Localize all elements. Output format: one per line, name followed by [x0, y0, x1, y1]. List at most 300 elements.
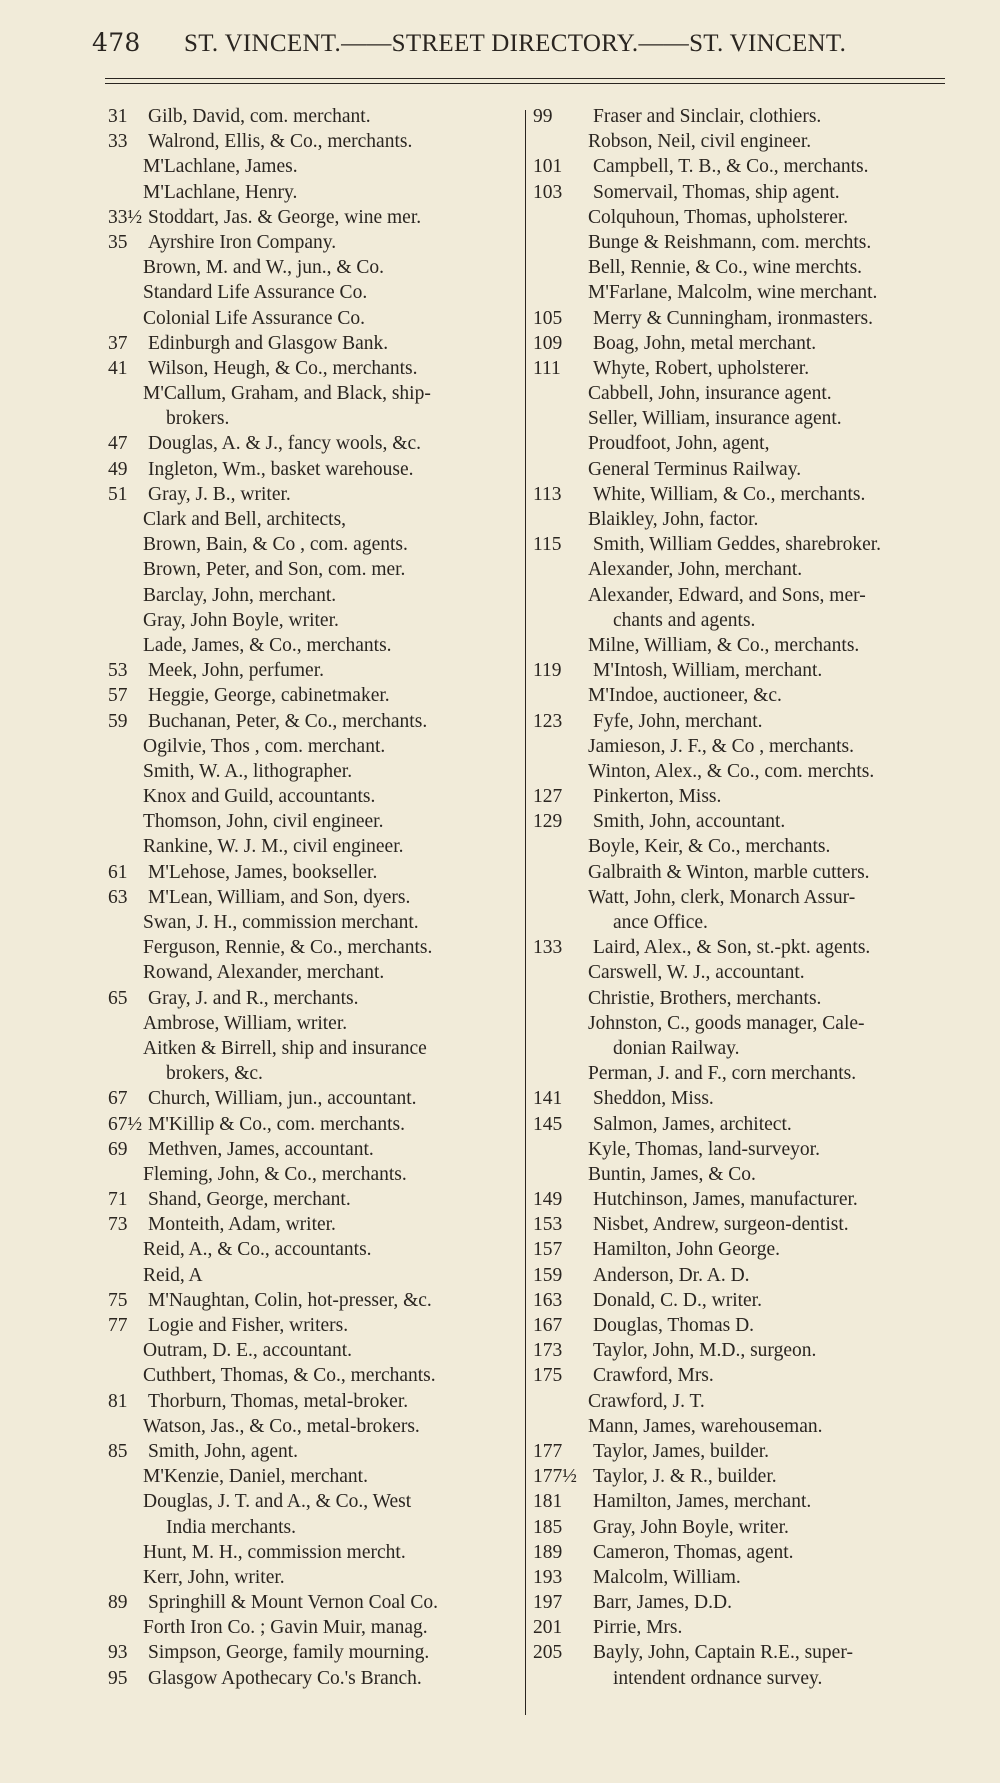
occupant-name: M'Lehose, James, bookseller.: [148, 861, 378, 883]
occupant-name: Malcolm, William.: [593, 1566, 741, 1588]
directory-entry: [108, 306, 518, 331]
directory-entry: [108, 406, 518, 431]
header-rule-thin: [105, 83, 945, 84]
street-number: 47: [108, 433, 128, 455]
directory-entry: [108, 507, 518, 532]
page-header: [92, 28, 944, 68]
occupant-name: Taylor, John, M.D., surgeon.: [593, 1340, 817, 1362]
street-number: 167: [533, 1315, 563, 1336]
occupant-name: Smith, John, agent.: [148, 1440, 299, 1462]
occupant-name: M'Killip & Co., com. merchants.: [148, 1113, 405, 1135]
occupant-name: Smith, William Geddes, sharebroker.: [593, 534, 882, 556]
occupant-name: Gray, John Boyle, writer.: [593, 1516, 789, 1538]
occupant-name: brokers, &c.: [166, 1063, 263, 1085]
occupant-name: Hunt, M. H., commission mercht.: [143, 1541, 406, 1563]
occupant-name: Meek, John, perfumer.: [148, 660, 324, 682]
directory-entry: [533, 1615, 963, 1640]
directory-entry: [108, 1439, 518, 1464]
directory-entry: [108, 1414, 518, 1439]
directory-entry: [108, 1515, 518, 1540]
occupant-name: Ogilvie, Thos , com. merchant.: [143, 735, 386, 757]
occupant-name: Walrond, Ellis, & Co., merchants.: [148, 131, 413, 153]
directory-entry: [533, 658, 963, 683]
occupant-name: Standard Life Assurance Co.: [143, 282, 368, 304]
occupant-name: Douglas, J. T. and A., & Co., West: [143, 1491, 412, 1513]
occupant-name: Laird, Alex., & Son, st.-pkt. agents.: [593, 937, 871, 959]
occupant-name: Jamieson, J. F., & Co , merchants.: [588, 735, 855, 757]
directory-entry: [533, 1590, 963, 1615]
street-number: 177½: [533, 1466, 577, 1488]
occupant-name: Buchanan, Peter, & Co., merchants.: [148, 710, 428, 732]
directory-entry: [108, 331, 518, 356]
occupant-name: Hamilton, James, merchant.: [593, 1491, 812, 1513]
directory-entry: [108, 104, 518, 129]
directory-entry: [533, 1086, 963, 1111]
directory-entry: [108, 230, 518, 255]
directory-entry: [533, 1212, 963, 1237]
street-number: 175: [533, 1365, 563, 1387]
occupant-name: General Terminus Railway.: [588, 458, 802, 480]
directory-entry: [108, 255, 518, 280]
occupant-name: Edinburgh and Glasgow Bank.: [148, 332, 389, 354]
directory-entry: [533, 104, 963, 129]
occupant-name: Bell, Rennie, & Co., wine merchts.: [588, 257, 863, 279]
occupant-name: Kyle, Thomas, land-surveyor.: [588, 1138, 820, 1160]
occupant-name: Winton, Alex., & Co., com. merchts.: [588, 760, 875, 782]
street-number: 205: [533, 1642, 563, 1664]
directory-entry: [108, 683, 518, 708]
directory-entry: [533, 1263, 963, 1288]
directory-entry: [533, 1061, 963, 1086]
directory-entry: [533, 406, 963, 431]
occupant-name: Douglas, Thomas D.: [593, 1315, 755, 1336]
occupant-name: Barr, James, D.D.: [593, 1592, 732, 1614]
directory-entry: [533, 255, 963, 280]
street-number: 113: [533, 483, 562, 505]
directory-entry: [533, 1363, 963, 1388]
occupant-name: M'Lachlane, James.: [143, 156, 298, 178]
street-number: 109: [533, 332, 563, 354]
occupant-name: Bunge & Reishmann, com. merchts.: [588, 231, 872, 253]
occupant-name: M'Callum, Graham, and Black, ship-: [143, 383, 431, 405]
street-number: 185: [533, 1516, 563, 1538]
directory-entry: [108, 1263, 518, 1288]
directory-entry: [108, 1615, 518, 1640]
directory-entry: [108, 557, 518, 582]
running-head: ST. VINCENT.——STREET DIRECTORY.——ST. VINCENT.: [184, 30, 847, 57]
occupant-name: Gray, John Boyle, writer.: [143, 609, 339, 631]
street-number: 141: [533, 1088, 563, 1110]
street-number: 105: [533, 307, 563, 329]
occupant-name: Anderson, Dr. A. D.: [593, 1264, 750, 1286]
occupant-name: Springhill & Mount Vernon Coal Co.: [148, 1592, 438, 1614]
directory-entry: [533, 1640, 963, 1665]
directory-entry: [533, 431, 963, 456]
street-number: 81: [108, 1390, 128, 1412]
occupant-name: Wilson, Heugh, & Co., merchants.: [148, 357, 418, 379]
occupant-name: donian Railway.: [613, 1037, 740, 1059]
occupant-name: Taylor, J. & R., builder.: [593, 1466, 777, 1488]
street-number: 53: [108, 660, 128, 682]
occupant-name: Swan, J. H., commission merchant.: [143, 912, 419, 933]
occupant-name: Reid, A., & Co., accountants.: [143, 1239, 372, 1261]
directory-entry: [108, 608, 518, 633]
street-number: 59: [108, 710, 128, 732]
directory-entry: [108, 885, 518, 910]
directory-entry: [108, 532, 518, 557]
street-number: 93: [108, 1642, 128, 1664]
occupant-name: Proudfoot, John, agent,: [588, 433, 770, 455]
street-number: 95: [108, 1667, 128, 1689]
directory-entry: [533, 1112, 963, 1137]
directory-entry: [108, 1464, 518, 1489]
occupant-name: Monteith, Adam, writer.: [148, 1214, 336, 1236]
directory-entry: [108, 1313, 518, 1338]
occupant-name: Douglas, A. & J., fancy wools, &c.: [148, 433, 421, 455]
occupant-name: Merry & Cunningham, ironmasters.: [593, 307, 873, 329]
directory-entry: [108, 633, 518, 658]
directory-entry: [533, 834, 963, 859]
directory-entry: [108, 129, 518, 154]
occupant-name: Bayly, John, Captain R.E., super-: [593, 1642, 853, 1664]
directory-entry: [533, 180, 963, 205]
occupant-name: Forth Iron Co. ; Gavin Muir, manag.: [143, 1617, 428, 1639]
street-number: 129: [533, 811, 563, 833]
occupant-name: Ferguson, Rennie, & Co., merchants.: [143, 937, 433, 959]
directory-entry: [533, 809, 963, 834]
directory-entry: [533, 683, 963, 708]
street-number: 31: [108, 106, 128, 127]
directory-entry: [108, 960, 518, 985]
directory-entry: [533, 1489, 963, 1514]
occupant-name: Fraser and Sinclair, clothiers.: [593, 106, 822, 127]
street-number: 57: [108, 685, 128, 707]
occupant-name: Watson, Jas., & Co., metal-brokers.: [143, 1415, 420, 1437]
directory-entry: [533, 1313, 963, 1338]
occupant-name: Fyfe, John, merchant.: [593, 710, 763, 732]
directory-entry: [108, 457, 518, 482]
directory-entry: [533, 381, 963, 406]
occupant-name: Logie and Fisher, writers.: [148, 1315, 349, 1336]
directory-entry: [108, 1061, 518, 1086]
occupant-name: Boyle, Keir, & Co., merchants.: [588, 836, 831, 858]
occupant-name: Heggie, George, cabinetmaker.: [148, 685, 390, 707]
occupant-name: Smith, W. A., lithographer.: [143, 760, 353, 782]
directory-entry: [533, 230, 963, 255]
occupant-name: Whyte, Robert, upholsterer.: [593, 357, 810, 379]
street-number: 61: [108, 861, 128, 883]
occupant-name: Outram, D. E., accountant.: [143, 1340, 353, 1362]
directory-entry: [108, 1565, 518, 1590]
street-number: 33: [108, 131, 128, 153]
directory-entry: [533, 356, 963, 381]
directory-entry: [108, 1540, 518, 1565]
street-number: 41: [108, 357, 128, 379]
directory-entry: [108, 1187, 518, 1212]
directory-entry: [533, 1137, 963, 1162]
directory-entry: [533, 482, 963, 507]
occupant-name: Crawford, Mrs.: [593, 1365, 714, 1387]
street-number: 85: [108, 1440, 128, 1462]
directory-entry: [533, 784, 963, 809]
street-number: 37: [108, 332, 128, 354]
occupant-name: chants and agents.: [613, 609, 756, 631]
street-number: 67: [108, 1088, 128, 1110]
occupant-name: Glasgow Apothecary Co.'s Branch.: [148, 1667, 422, 1689]
directory-entry: [533, 960, 963, 985]
directory-entry: [108, 1086, 518, 1111]
street-number: 127: [533, 786, 563, 808]
directory-entry: [108, 1288, 518, 1313]
directory-entry: [108, 356, 518, 381]
occupant-name: M'Intosh, William, merchant.: [593, 660, 823, 682]
occupant-name: M'Farlane, Malcolm, wine merchant.: [588, 282, 878, 304]
directory-entry: [108, 709, 518, 734]
street-number: 73: [108, 1214, 128, 1236]
directory-entry: [533, 734, 963, 759]
directory-entry: [108, 180, 518, 205]
directory-entry: [533, 1338, 963, 1363]
street-number: 177: [533, 1440, 563, 1462]
occupant-name: brokers.: [166, 408, 230, 430]
directory-entry: [533, 935, 963, 960]
occupant-name: Mann, James, warehouseman.: [588, 1415, 823, 1437]
street-number: 51: [108, 483, 128, 505]
directory-entry: [108, 1112, 518, 1137]
occupant-name: Rankine, W. J. M., civil engineer.: [143, 836, 404, 858]
street-number: 115: [533, 534, 562, 556]
header-rule: [105, 78, 945, 79]
occupant-name: M'Naughtan, Colin, hot-presser, &c.: [148, 1289, 432, 1311]
directory-entry: [108, 860, 518, 885]
directory-entry: [533, 910, 963, 935]
street-number: 201: [533, 1617, 563, 1639]
directory-entry: [533, 1515, 963, 1540]
occupant-name: Perman, J. and F., corn merchants.: [588, 1063, 857, 1085]
occupant-name: Cameron, Thomas, agent.: [593, 1541, 794, 1563]
directory-entry: [108, 1590, 518, 1615]
directory-entry: [108, 1666, 518, 1691]
occupant-name: Rowand, Alexander, merchant.: [143, 962, 385, 984]
street-number: 145: [533, 1113, 563, 1135]
occupant-name: Donald, C. D., writer.: [593, 1289, 762, 1311]
street-number: 133: [533, 937, 563, 959]
occupant-name: Robson, Neil, civil engineer.: [588, 131, 812, 153]
occupant-name: Carswell, W. J., accountant.: [588, 962, 805, 984]
occupant-name: Nisbet, Andrew, surgeon-dentist.: [593, 1214, 849, 1236]
occupant-name: Colquhoun, Thomas, upholsterer.: [588, 206, 849, 228]
street-number: 65: [108, 987, 128, 1009]
occupant-name: Somervail, Thomas, ship agent.: [593, 181, 840, 203]
occupant-name: M'Indoe, auctioneer, &c.: [588, 685, 782, 707]
street-number: 49: [108, 458, 128, 480]
directory-entry: [108, 1162, 518, 1187]
occupant-name: Gray, J. and R., merchants.: [148, 987, 359, 1009]
occupant-name: Brown, Bain, & Co , com. agents.: [143, 534, 408, 556]
occupant-name: Alexander, Edward, and Sons, mer-: [588, 584, 866, 606]
directory-entry: [533, 1011, 963, 1036]
occupant-name: Hamilton, John George.: [593, 1239, 781, 1261]
occupant-name: Gilb, David, com. merchant.: [148, 106, 371, 127]
directory-entry: [533, 1187, 963, 1212]
street-number: 77: [108, 1315, 128, 1336]
street-number: 89: [108, 1592, 128, 1614]
directory-entry: [108, 759, 518, 784]
column-divider: [525, 110, 526, 1715]
directory-entry: [533, 608, 963, 633]
directory-entry: [108, 1389, 518, 1414]
occupant-name: Johnston, C., goods manager, Cale-: [588, 1012, 865, 1034]
occupant-name: Taylor, James, builder.: [593, 1440, 770, 1462]
right-column: [533, 104, 963, 1691]
street-number: 173: [533, 1340, 563, 1362]
directory-entry: [108, 280, 518, 305]
directory-entry: [533, 759, 963, 784]
page-number: 478: [92, 28, 141, 57]
occupant-name: Cuthbert, Thomas, & Co., merchants.: [143, 1365, 436, 1387]
directory-entry: [533, 1036, 963, 1061]
occupant-name: Fleming, John, & Co., merchants.: [143, 1163, 407, 1185]
occupant-name: Seller, William, insurance agent.: [588, 408, 842, 430]
occupant-name: ance Office.: [613, 912, 708, 933]
street-number: 163: [533, 1289, 563, 1311]
occupant-name: India merchants.: [166, 1516, 296, 1538]
occupant-name: Ambrose, William, writer.: [143, 1012, 348, 1034]
street-number: 35: [108, 231, 128, 253]
directory-entry: [533, 331, 963, 356]
occupant-name: Shand, George, merchant.: [148, 1189, 351, 1211]
directory-entry: [108, 658, 518, 683]
street-number: 159: [533, 1264, 563, 1286]
occupant-name: Crawford, J. T.: [588, 1390, 705, 1412]
directory-entry: [533, 1565, 963, 1590]
occupant-name: Thomson, John, civil engineer.: [143, 811, 384, 833]
directory-entry: [533, 1666, 963, 1691]
occupant-name: intendent ordnance survey.: [613, 1667, 823, 1689]
directory-entry: [533, 1439, 963, 1464]
directory-entry: [533, 129, 963, 154]
occupant-name: Brown, Peter, and Son, com. mer.: [143, 559, 406, 581]
directory-entry: [533, 1237, 963, 1262]
directory-entry: [108, 583, 518, 608]
occupant-name: Barclay, John, merchant.: [143, 584, 337, 606]
street-number: 119: [533, 660, 562, 682]
directory-entry: [533, 154, 963, 179]
directory-entry: [533, 205, 963, 230]
occupant-name: Pirrie, Mrs.: [593, 1617, 683, 1639]
directory-entry: [108, 1011, 518, 1036]
directory-entry: [533, 532, 963, 557]
occupant-name: Galbraith & Winton, marble cutters.: [588, 861, 870, 883]
street-number: 197: [533, 1592, 563, 1614]
occupant-name: Clark and Bell, architects,: [143, 509, 347, 530]
occupant-name: Watt, John, clerk, Monarch Assur-: [588, 886, 856, 908]
occupant-name: Christie, Brothers, merchants.: [588, 987, 822, 1009]
occupant-name: Campbell, T. B., & Co., merchants.: [593, 156, 869, 178]
directory-entry: [108, 1489, 518, 1514]
directory-entry: [108, 1338, 518, 1363]
directory-entry: [533, 709, 963, 734]
occupant-name: M'Lachlane, Henry.: [143, 181, 298, 203]
directory-entry: [108, 1640, 518, 1665]
directory-entry: [108, 986, 518, 1011]
occupant-name: Methven, James, accountant.: [148, 1138, 374, 1160]
directory-entry: [108, 784, 518, 809]
directory-entry: [108, 381, 518, 406]
directory-entry: [108, 482, 518, 507]
street-number: 71: [108, 1189, 128, 1211]
directory-entry: [108, 910, 518, 935]
occupant-name: M'Kenzie, Daniel, merchant.: [143, 1466, 368, 1488]
street-number: 157: [533, 1239, 563, 1261]
occupant-name: Thorburn, Thomas, metal-broker.: [148, 1390, 409, 1412]
occupant-name: Alexander, John, merchant.: [588, 559, 803, 581]
left-column: [108, 104, 518, 1691]
occupant-name: Colonial Life Assurance Co.: [143, 307, 366, 329]
occupant-name: Cabbell, John, insurance agent.: [588, 383, 832, 405]
directory-entry: [108, 431, 518, 456]
occupant-name: Ingleton, Wm., basket warehouse.: [148, 458, 414, 480]
occupant-name: Buntin, James, & Co.: [588, 1163, 756, 1185]
directory-entry: [533, 1540, 963, 1565]
street-number: 33½: [108, 206, 143, 228]
occupant-name: Reid, A: [143, 1264, 203, 1286]
occupant-name: Milne, William, & Co., merchants.: [588, 634, 860, 656]
occupant-name: Church, William, jun., accountant.: [148, 1088, 417, 1110]
street-number: 99: [533, 106, 553, 127]
street-number: 193: [533, 1566, 563, 1588]
street-number: 149: [533, 1189, 563, 1211]
occupant-name: Simpson, George, family mourning.: [148, 1642, 430, 1664]
occupant-name: Brown, M. and W., jun., & Co.: [143, 257, 385, 279]
occupant-name: Pinkerton, Miss.: [593, 786, 722, 808]
directory-entry: [533, 986, 963, 1011]
directory-entry: [533, 583, 963, 608]
street-number: 123: [533, 710, 563, 732]
occupant-name: Sheddon, Miss.: [593, 1088, 714, 1110]
street-number: 153: [533, 1214, 563, 1236]
directory-entry: [108, 809, 518, 834]
street-number: 181: [533, 1491, 563, 1513]
directory-entry: [108, 935, 518, 960]
directory-entry: [533, 1464, 963, 1489]
occupant-name: Aitken & Birrell, ship and insurance: [143, 1037, 427, 1059]
directory-entry: [108, 1036, 518, 1061]
directory-entry: [108, 1237, 518, 1262]
street-number: 75: [108, 1289, 128, 1311]
street-number: 111: [533, 357, 561, 379]
street-number: 103: [533, 181, 563, 203]
occupant-name: Gray, J. B., writer.: [148, 483, 291, 505]
directory-entry: [533, 1414, 963, 1439]
directory-entry: [533, 885, 963, 910]
occupant-name: Stoddart, Jas. & George, wine mer.: [148, 206, 422, 228]
directory-entry: [533, 507, 963, 532]
directory-entry: [533, 1288, 963, 1313]
street-number: 69: [108, 1138, 128, 1160]
directory-entry: [533, 280, 963, 305]
street-number: 189: [533, 1541, 563, 1563]
directory-entry: [533, 457, 963, 482]
directory-entry: [108, 1137, 518, 1162]
occupant-name: Hutchinson, James, manufacturer.: [593, 1189, 858, 1211]
directory-entry: [533, 633, 963, 658]
directory-entry: [108, 1212, 518, 1237]
occupant-name: Salmon, James, architect.: [593, 1113, 792, 1135]
occupant-name: Ayrshire Iron Company.: [148, 231, 337, 253]
occupant-name: Kerr, John, writer.: [143, 1566, 285, 1588]
street-number: 101: [533, 156, 563, 178]
